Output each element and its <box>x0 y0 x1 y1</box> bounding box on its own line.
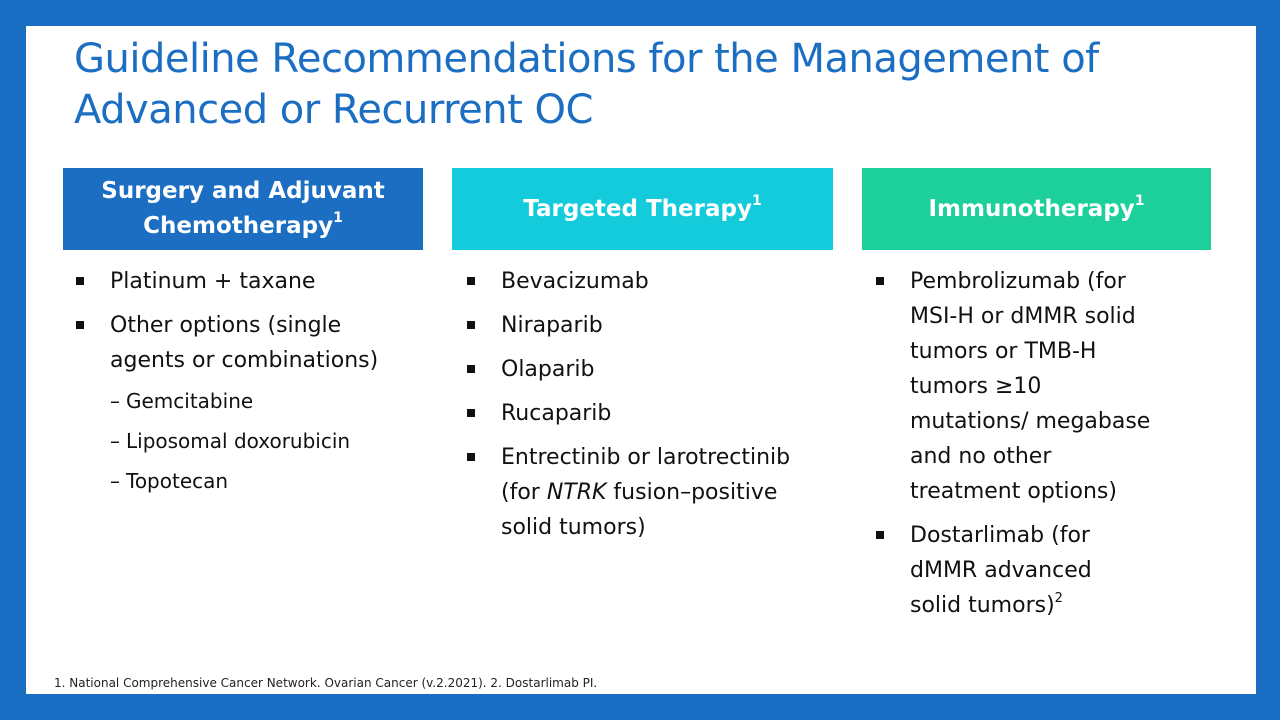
header-surgery-label: Surgery and Adjuvant Chemotherapy <box>101 178 385 239</box>
header-surgery-sup: 1 <box>333 210 343 227</box>
header-targeted-label: Targeted Therapy <box>523 195 752 222</box>
column-targeted-therapy <box>463 264 843 554</box>
column-immunotherapy <box>872 264 1212 632</box>
square-bullet-icon <box>467 453 475 461</box>
square-bullet-icon <box>467 409 475 417</box>
square-bullet-icon <box>467 365 475 373</box>
list-item: Entrectinib or larotrectinib (for NTRK fusion–positive solid tumors) <box>463 440 821 545</box>
header-targeted-sup: 1 <box>751 192 762 209</box>
dash-bullet-icon: – <box>110 389 120 413</box>
list-item: Pembrolizumab (for MSI-H or dMMR solid tumors or TMB-H tumors ≥10 mutations/ megabase and no other treatment options) <box>872 264 1160 509</box>
list-item: Olaparib <box>463 352 843 387</box>
sub-list-item: – Topotecan <box>110 469 229 493</box>
list-item: Bevacizumab <box>463 264 843 299</box>
square-bullet-icon <box>467 321 475 329</box>
square-bullet-icon <box>76 277 84 285</box>
list-item: Niraparib <box>463 308 843 343</box>
list-item: Dostarlimab (for dMMR advanced solid tumors)$^2$ <box>872 518 1125 623</box>
header-surgery-chemotherapy <box>63 168 423 250</box>
header-immunotherapy <box>862 168 1211 250</box>
column-surgery-chemotherapy <box>72 264 432 507</box>
header-immuno-sup: 1 <box>1134 192 1145 209</box>
footnote: 1. National Comprehensive Cancer Network. Ovarian Cancer (v.2.2021). 2. Dostarlimab PI. <box>54 676 598 690</box>
header-targeted-therapy <box>452 168 833 250</box>
square-bullet-icon <box>76 321 84 329</box>
dash-bullet-icon: – <box>110 469 120 493</box>
square-bullet-icon <box>876 277 884 285</box>
square-bullet-icon <box>876 531 884 539</box>
slide-title: Guideline Recommendations for the Management of Advanced or Recurrent OC <box>74 36 1099 133</box>
sub-list-item: – Liposomal doxorubicin <box>110 429 351 453</box>
slide <box>26 26 1256 694</box>
dash-bullet-icon: – <box>110 429 120 453</box>
header-immuno-label: Immunotherapy <box>928 195 1135 222</box>
list-item: Other options (single agents or combinations) <box>72 308 400 378</box>
square-bullet-icon <box>467 277 475 285</box>
sub-list-item: – Gemcitabine <box>110 389 254 413</box>
list-item: Platinum + taxane <box>72 264 432 299</box>
list-item: Rucaparib <box>463 396 843 431</box>
